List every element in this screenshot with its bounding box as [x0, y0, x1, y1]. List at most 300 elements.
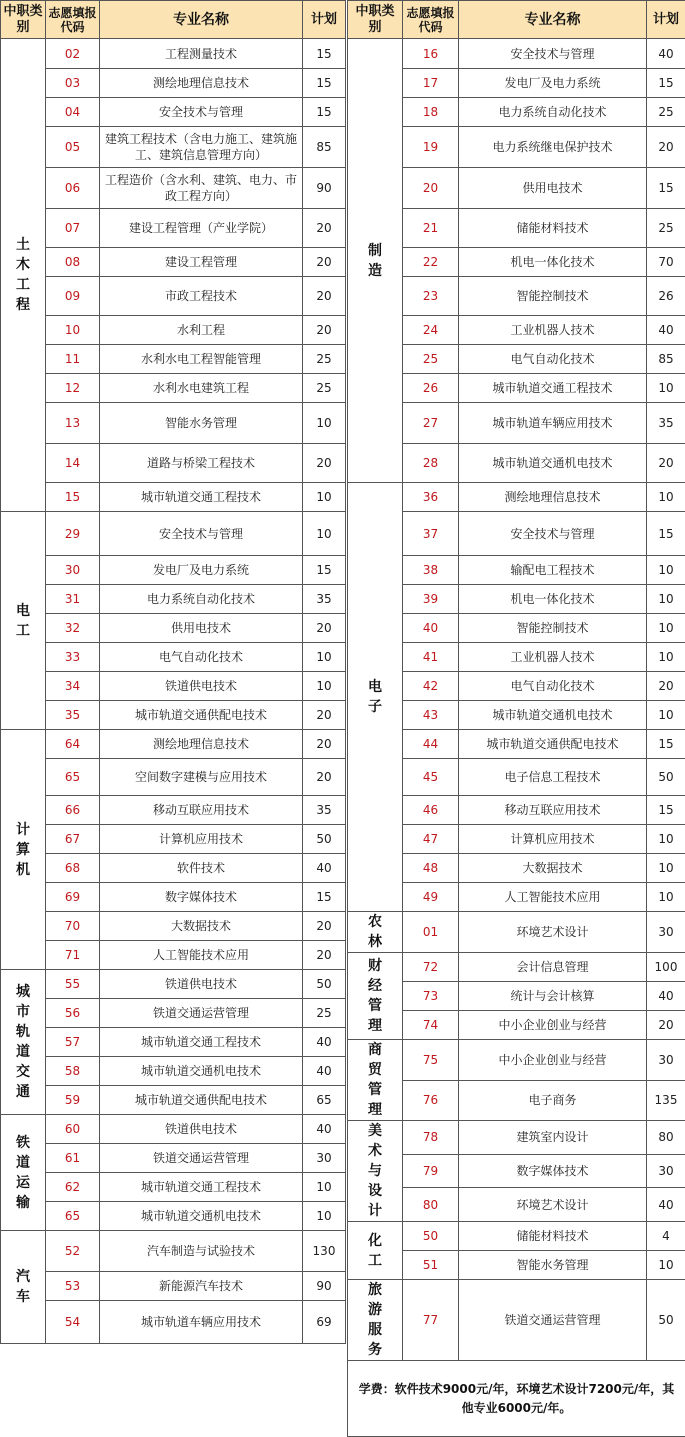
code-cell: 55	[46, 970, 100, 999]
plan-cell: 40	[303, 1028, 346, 1057]
category-cell: 电 工	[1, 512, 46, 730]
major-name-cell: 城市轨道交通机电技术	[459, 701, 647, 730]
major-name-cell: 电气自动化技术	[100, 643, 303, 672]
code-cell: 37	[403, 512, 459, 556]
plan-cell: 130	[303, 1231, 346, 1272]
code-cell: 62	[46, 1173, 100, 1202]
plan-cell: 25	[647, 209, 685, 248]
plan-cell: 10	[647, 483, 685, 512]
plan-cell: 10	[647, 883, 685, 912]
table-row	[1, 970, 346, 999]
plan-cell: 50	[303, 970, 346, 999]
code-cell: 23	[403, 277, 459, 316]
major-name-cell: 市政工程技术	[100, 277, 303, 316]
code-cell: 43	[403, 701, 459, 730]
plan-cell: 20	[303, 316, 346, 345]
plan-cell: 30	[647, 1154, 685, 1188]
category-cell: 汽 车	[1, 1231, 46, 1344]
table-row	[1, 672, 346, 701]
code-cell: 58	[46, 1057, 100, 1086]
plan-cell: 70	[647, 248, 685, 277]
major-name-cell: 安全技术与管理	[100, 98, 303, 127]
category-cell: 城 市 轨 道 交 通	[1, 970, 46, 1115]
table-row	[1, 248, 346, 277]
code-cell: 18	[403, 98, 459, 127]
enrollment-table-left	[0, 0, 346, 1344]
table-row	[348, 1280, 685, 1361]
table-row	[1, 759, 346, 796]
category-cell: 土 木 工 程	[1, 39, 46, 512]
table-row	[1, 999, 346, 1028]
plan-cell: 10	[303, 672, 346, 701]
plan-cell: 20	[303, 248, 346, 277]
code-cell: 67	[46, 825, 100, 854]
major-name-cell: 建设工程管理	[100, 248, 303, 277]
table-row	[348, 39, 685, 69]
code-cell: 41	[403, 643, 459, 672]
table-row	[348, 953, 685, 982]
code-cell: 40	[403, 614, 459, 643]
table-row	[1, 69, 346, 98]
major-name-cell: 城市轨道车辆应用技术	[100, 1301, 303, 1344]
table-row	[348, 1121, 685, 1155]
code-cell: 60	[46, 1115, 100, 1144]
plan-cell: 20	[303, 941, 346, 970]
major-name-cell: 城市轨道交通供配电技术	[100, 1086, 303, 1115]
major-name-cell: 测绘地理信息技术	[459, 483, 647, 512]
code-cell: 28	[403, 444, 459, 483]
code-cell: 38	[403, 556, 459, 585]
code-cell: 32	[46, 614, 100, 643]
code-cell: 57	[46, 1028, 100, 1057]
plan-cell: 15	[303, 883, 346, 912]
header-code: 志愿填报代码	[46, 1, 100, 39]
code-cell: 14	[46, 444, 100, 483]
table-row	[1, 168, 346, 209]
major-name-cell: 数字媒体技术	[100, 883, 303, 912]
plan-cell: 20	[303, 614, 346, 643]
code-cell: 68	[46, 854, 100, 883]
category-cell: 商 贸 管 理	[348, 1040, 403, 1121]
major-name-cell: 软件技术	[100, 854, 303, 883]
code-cell: 61	[46, 1144, 100, 1173]
category-cell: 美 术 与 设 计	[348, 1121, 403, 1222]
category-cell: 旅 游 服 务	[348, 1280, 403, 1361]
plan-cell: 65	[303, 1086, 346, 1115]
major-name-cell: 铁道供电技术	[100, 672, 303, 701]
plan-cell: 15	[303, 556, 346, 585]
code-cell: 69	[46, 883, 100, 912]
plan-cell: 40	[647, 316, 685, 345]
code-cell: 49	[403, 883, 459, 912]
table-row	[1, 1086, 346, 1115]
code-cell: 54	[46, 1301, 100, 1344]
table-row	[1, 374, 346, 403]
code-cell: 75	[403, 1040, 459, 1081]
plan-cell: 20	[303, 701, 346, 730]
plan-cell: 40	[303, 854, 346, 883]
major-name-cell: 铁道交通运营管理	[459, 1280, 647, 1361]
major-name-cell: 测绘地理信息技术	[100, 730, 303, 759]
plan-cell: 20	[303, 759, 346, 796]
plan-cell: 10	[647, 556, 685, 585]
major-name-cell: 移动互联应用技术	[459, 796, 647, 825]
plan-cell: 20	[647, 127, 685, 168]
code-cell: 22	[403, 248, 459, 277]
plan-cell: 10	[647, 854, 685, 883]
major-name-cell: 供用电技术	[100, 614, 303, 643]
major-name-cell: 城市轨道交通机电技术	[100, 1057, 303, 1086]
header-major: 专业名称	[100, 1, 303, 39]
code-cell: 35	[46, 701, 100, 730]
code-cell: 66	[46, 796, 100, 825]
code-cell: 47	[403, 825, 459, 854]
major-name-cell: 城市轨道交通工程技术	[100, 1173, 303, 1202]
table-row	[1, 403, 346, 444]
major-name-cell: 机电一体化技术	[459, 248, 647, 277]
plan-cell: 15	[303, 69, 346, 98]
major-name-cell: 城市轨道交通工程技术	[100, 483, 303, 512]
code-cell: 51	[403, 1251, 459, 1280]
code-cell: 33	[46, 643, 100, 672]
major-name-cell: 道路与桥梁工程技术	[100, 444, 303, 483]
major-name-cell: 智能控制技术	[459, 614, 647, 643]
code-cell: 27	[403, 403, 459, 444]
major-name-cell: 铁道交通运营管理	[100, 999, 303, 1028]
code-cell: 65	[46, 759, 100, 796]
major-name-cell: 移动互联应用技术	[100, 796, 303, 825]
plan-cell: 35	[303, 585, 346, 614]
table-row	[348, 1222, 685, 1251]
code-cell: 29	[46, 512, 100, 556]
plan-cell: 20	[647, 444, 685, 483]
code-cell: 26	[403, 374, 459, 403]
major-name-cell: 电力系统继电保护技术	[459, 127, 647, 168]
major-name-cell: 数字媒体技术	[459, 1154, 647, 1188]
plan-cell: 20	[303, 209, 346, 248]
major-name-cell: 城市轨道交通工程技术	[459, 374, 647, 403]
table-row	[348, 912, 685, 953]
code-cell: 64	[46, 730, 100, 759]
header-row	[348, 1, 685, 39]
plan-cell: 20	[647, 672, 685, 701]
plan-cell: 10	[647, 1251, 685, 1280]
code-cell: 09	[46, 277, 100, 316]
code-cell: 36	[403, 483, 459, 512]
major-name-cell: 智能控制技术	[459, 277, 647, 316]
plan-cell: 69	[303, 1301, 346, 1344]
table-row	[348, 1040, 685, 1081]
table-body-right	[348, 39, 685, 1437]
header-code: 志愿填报代码	[403, 1, 459, 39]
plan-cell: 35	[647, 403, 685, 444]
major-name-cell: 环境艺术设计	[459, 1188, 647, 1222]
table-row	[1, 1301, 346, 1344]
header-plan: 计划	[647, 1, 685, 39]
plan-cell: 20	[303, 277, 346, 316]
major-name-cell: 城市轨道车辆应用技术	[459, 403, 647, 444]
code-cell: 44	[403, 730, 459, 759]
category-cell: 铁 道 运 输	[1, 1115, 46, 1231]
plan-cell: 10	[647, 825, 685, 854]
plan-cell: 30	[303, 1144, 346, 1173]
plan-cell: 10	[303, 483, 346, 512]
table-row	[1, 912, 346, 941]
plan-cell: 10	[647, 614, 685, 643]
code-cell: 71	[46, 941, 100, 970]
plan-cell: 50	[647, 1280, 685, 1361]
table-row	[1, 825, 346, 854]
table-row	[1, 98, 346, 127]
major-name-cell: 电子信息工程技术	[459, 759, 647, 796]
code-cell: 17	[403, 69, 459, 98]
table-row	[1, 512, 346, 556]
table-row	[1, 209, 346, 248]
code-cell: 78	[403, 1121, 459, 1155]
table-row	[1, 1144, 346, 1173]
plan-cell: 85	[303, 127, 346, 168]
major-name-cell: 储能材料技术	[459, 209, 647, 248]
code-cell: 30	[46, 556, 100, 585]
code-cell: 73	[403, 982, 459, 1011]
plan-cell: 10	[303, 1173, 346, 1202]
category-cell: 制 造	[348, 39, 403, 483]
table-row	[1, 556, 346, 585]
header-category: 中职类别	[1, 1, 46, 39]
major-name-cell: 会计信息管理	[459, 953, 647, 982]
table-row	[1, 127, 346, 168]
table-row	[1, 39, 346, 69]
category-cell: 电 子	[348, 483, 403, 912]
code-cell: 48	[403, 854, 459, 883]
plan-cell: 10	[647, 643, 685, 672]
plan-cell: 40	[647, 1188, 685, 1222]
major-name-cell: 新能源汽车技术	[100, 1272, 303, 1301]
code-cell: 19	[403, 127, 459, 168]
plan-cell: 10	[303, 512, 346, 556]
code-cell: 52	[46, 1231, 100, 1272]
code-cell: 16	[403, 39, 459, 69]
plan-cell: 50	[303, 825, 346, 854]
major-name-cell: 水利水电工程智能管理	[100, 345, 303, 374]
tuition-fee-note: 学费：软件技术9000元/年，环境艺术设计7200元/年，其他专业6000元/年。	[348, 1361, 685, 1437]
major-name-cell: 智能水务管理	[100, 403, 303, 444]
code-cell: 76	[403, 1080, 459, 1121]
code-cell: 80	[403, 1188, 459, 1222]
major-name-cell: 机电一体化技术	[459, 585, 647, 614]
code-cell: 13	[46, 403, 100, 444]
code-cell: 24	[403, 316, 459, 345]
major-name-cell: 测绘地理信息技术	[100, 69, 303, 98]
major-name-cell: 建筑室内设计	[459, 1121, 647, 1155]
table-row	[1, 277, 346, 316]
plan-cell: 20	[303, 730, 346, 759]
code-cell: 07	[46, 209, 100, 248]
code-cell: 03	[46, 69, 100, 98]
code-cell: 10	[46, 316, 100, 345]
header-plan: 计划	[303, 1, 346, 39]
code-cell: 05	[46, 127, 100, 168]
table-row	[1, 941, 346, 970]
table-row	[1, 1231, 346, 1272]
major-name-cell: 空间数字建模与应用技术	[100, 759, 303, 796]
plan-cell: 40	[647, 39, 685, 69]
major-name-cell: 大数据技术	[459, 854, 647, 883]
table-row	[1, 444, 346, 483]
major-name-cell: 安全技术与管理	[459, 39, 647, 69]
header-row	[1, 1, 346, 39]
code-cell: 56	[46, 999, 100, 1028]
table-body-left	[1, 39, 346, 1344]
code-cell: 74	[403, 1011, 459, 1040]
code-cell: 70	[46, 912, 100, 941]
plan-cell: 15	[647, 796, 685, 825]
code-cell: 08	[46, 248, 100, 277]
major-name-cell: 计算机应用技术	[100, 825, 303, 854]
code-cell: 46	[403, 796, 459, 825]
plan-cell: 25	[303, 374, 346, 403]
code-cell: 72	[403, 953, 459, 982]
plan-cell: 25	[303, 999, 346, 1028]
plan-cell: 35	[303, 796, 346, 825]
fee-note-row	[348, 1361, 685, 1437]
plan-cell: 25	[647, 98, 685, 127]
category-cell: 计 算 机	[1, 730, 46, 970]
plan-cell: 10	[647, 585, 685, 614]
major-name-cell: 水利工程	[100, 316, 303, 345]
code-cell: 21	[403, 209, 459, 248]
major-name-cell: 计算机应用技术	[459, 825, 647, 854]
code-cell: 53	[46, 1272, 100, 1301]
plan-cell: 50	[647, 759, 685, 796]
plan-cell: 30	[647, 912, 685, 953]
major-name-cell: 发电厂及电力系统	[100, 556, 303, 585]
plan-cell: 10	[647, 374, 685, 403]
major-name-cell: 中小企业创业与经营	[459, 1011, 647, 1040]
major-name-cell: 城市轨道交通机电技术	[100, 1202, 303, 1231]
plan-cell: 10	[303, 643, 346, 672]
code-cell: 25	[403, 345, 459, 374]
plan-cell: 135	[647, 1080, 685, 1121]
plan-cell: 20	[303, 912, 346, 941]
code-cell: 01	[403, 912, 459, 953]
major-name-cell: 人工智能技术应用	[100, 941, 303, 970]
code-cell: 65	[46, 1202, 100, 1231]
table-row	[1, 1173, 346, 1202]
major-name-cell: 大数据技术	[100, 912, 303, 941]
code-cell: 11	[46, 345, 100, 374]
code-cell: 42	[403, 672, 459, 701]
major-name-cell: 安全技术与管理	[100, 512, 303, 556]
major-name-cell: 电气自动化技术	[459, 345, 647, 374]
major-name-cell: 城市轨道交通工程技术	[100, 1028, 303, 1057]
major-name-cell: 城市轨道交通供配电技术	[459, 730, 647, 759]
table-row	[1, 854, 346, 883]
category-cell: 农 林	[348, 912, 403, 953]
major-name-cell: 建设工程管理（产业学院）	[100, 209, 303, 248]
table-row	[1, 1028, 346, 1057]
major-name-cell: 电子商务	[459, 1080, 647, 1121]
plan-cell: 15	[303, 39, 346, 69]
major-name-cell: 电气自动化技术	[459, 672, 647, 701]
plan-cell: 20	[647, 1011, 685, 1040]
table-row	[1, 701, 346, 730]
table-row	[348, 483, 685, 512]
table-row	[1, 1272, 346, 1301]
major-name-cell: 统计与会计核算	[459, 982, 647, 1011]
major-name-cell: 电力系统自动化技术	[459, 98, 647, 127]
plan-cell: 30	[647, 1040, 685, 1081]
code-cell: 20	[403, 168, 459, 209]
code-cell: 59	[46, 1086, 100, 1115]
major-name-cell: 人工智能技术应用	[459, 883, 647, 912]
header-major: 专业名称	[459, 1, 647, 39]
major-name-cell: 汽车制造与试验技术	[100, 1231, 303, 1272]
plan-cell: 20	[303, 444, 346, 483]
code-cell: 50	[403, 1222, 459, 1251]
category-cell: 化 工	[348, 1222, 403, 1280]
plan-cell: 15	[303, 98, 346, 127]
plan-cell: 90	[303, 168, 346, 209]
major-name-cell: 储能材料技术	[459, 1222, 647, 1251]
plan-cell: 10	[303, 403, 346, 444]
code-cell: 15	[46, 483, 100, 512]
major-name-cell: 建筑工程技术（含电力施工、建筑施工、建筑信息管理方向）	[100, 127, 303, 168]
table-row	[1, 1202, 346, 1231]
plan-cell: 85	[647, 345, 685, 374]
table-row	[1, 483, 346, 512]
table-row	[1, 585, 346, 614]
code-cell: 34	[46, 672, 100, 701]
plan-cell: 15	[647, 512, 685, 556]
table-row	[1, 796, 346, 825]
major-name-cell: 安全技术与管理	[459, 512, 647, 556]
table-row	[1, 316, 346, 345]
plan-cell: 10	[647, 701, 685, 730]
code-cell: 39	[403, 585, 459, 614]
plan-cell: 40	[303, 1057, 346, 1086]
table-row	[1, 643, 346, 672]
table-row	[1, 1115, 346, 1144]
plan-cell: 4	[647, 1222, 685, 1251]
major-name-cell: 电力系统自动化技术	[100, 585, 303, 614]
major-name-cell: 工程测量技术	[100, 39, 303, 69]
major-name-cell: 工程造价（含水利、建筑、电力、市政工程方向）	[100, 168, 303, 209]
major-name-cell: 输配电工程技术	[459, 556, 647, 585]
major-name-cell: 城市轨道交通机电技术	[459, 444, 647, 483]
major-name-cell: 供用电技术	[459, 168, 647, 209]
plan-cell: 80	[647, 1121, 685, 1155]
plan-cell: 15	[647, 168, 685, 209]
plan-cell: 40	[303, 1115, 346, 1144]
code-cell: 06	[46, 168, 100, 209]
plan-cell: 10	[303, 1202, 346, 1231]
table-row	[1, 883, 346, 912]
plan-cell: 25	[303, 345, 346, 374]
table-row	[1, 614, 346, 643]
table-row	[1, 345, 346, 374]
major-name-cell: 工业机器人技术	[459, 643, 647, 672]
major-name-cell: 智能水务管理	[459, 1251, 647, 1280]
code-cell: 12	[46, 374, 100, 403]
code-cell: 77	[403, 1280, 459, 1361]
code-cell: 04	[46, 98, 100, 127]
major-name-cell: 铁道供电技术	[100, 970, 303, 999]
plan-cell: 26	[647, 277, 685, 316]
plan-cell: 90	[303, 1272, 346, 1301]
major-name-cell: 铁道供电技术	[100, 1115, 303, 1144]
plan-cell: 40	[647, 982, 685, 1011]
